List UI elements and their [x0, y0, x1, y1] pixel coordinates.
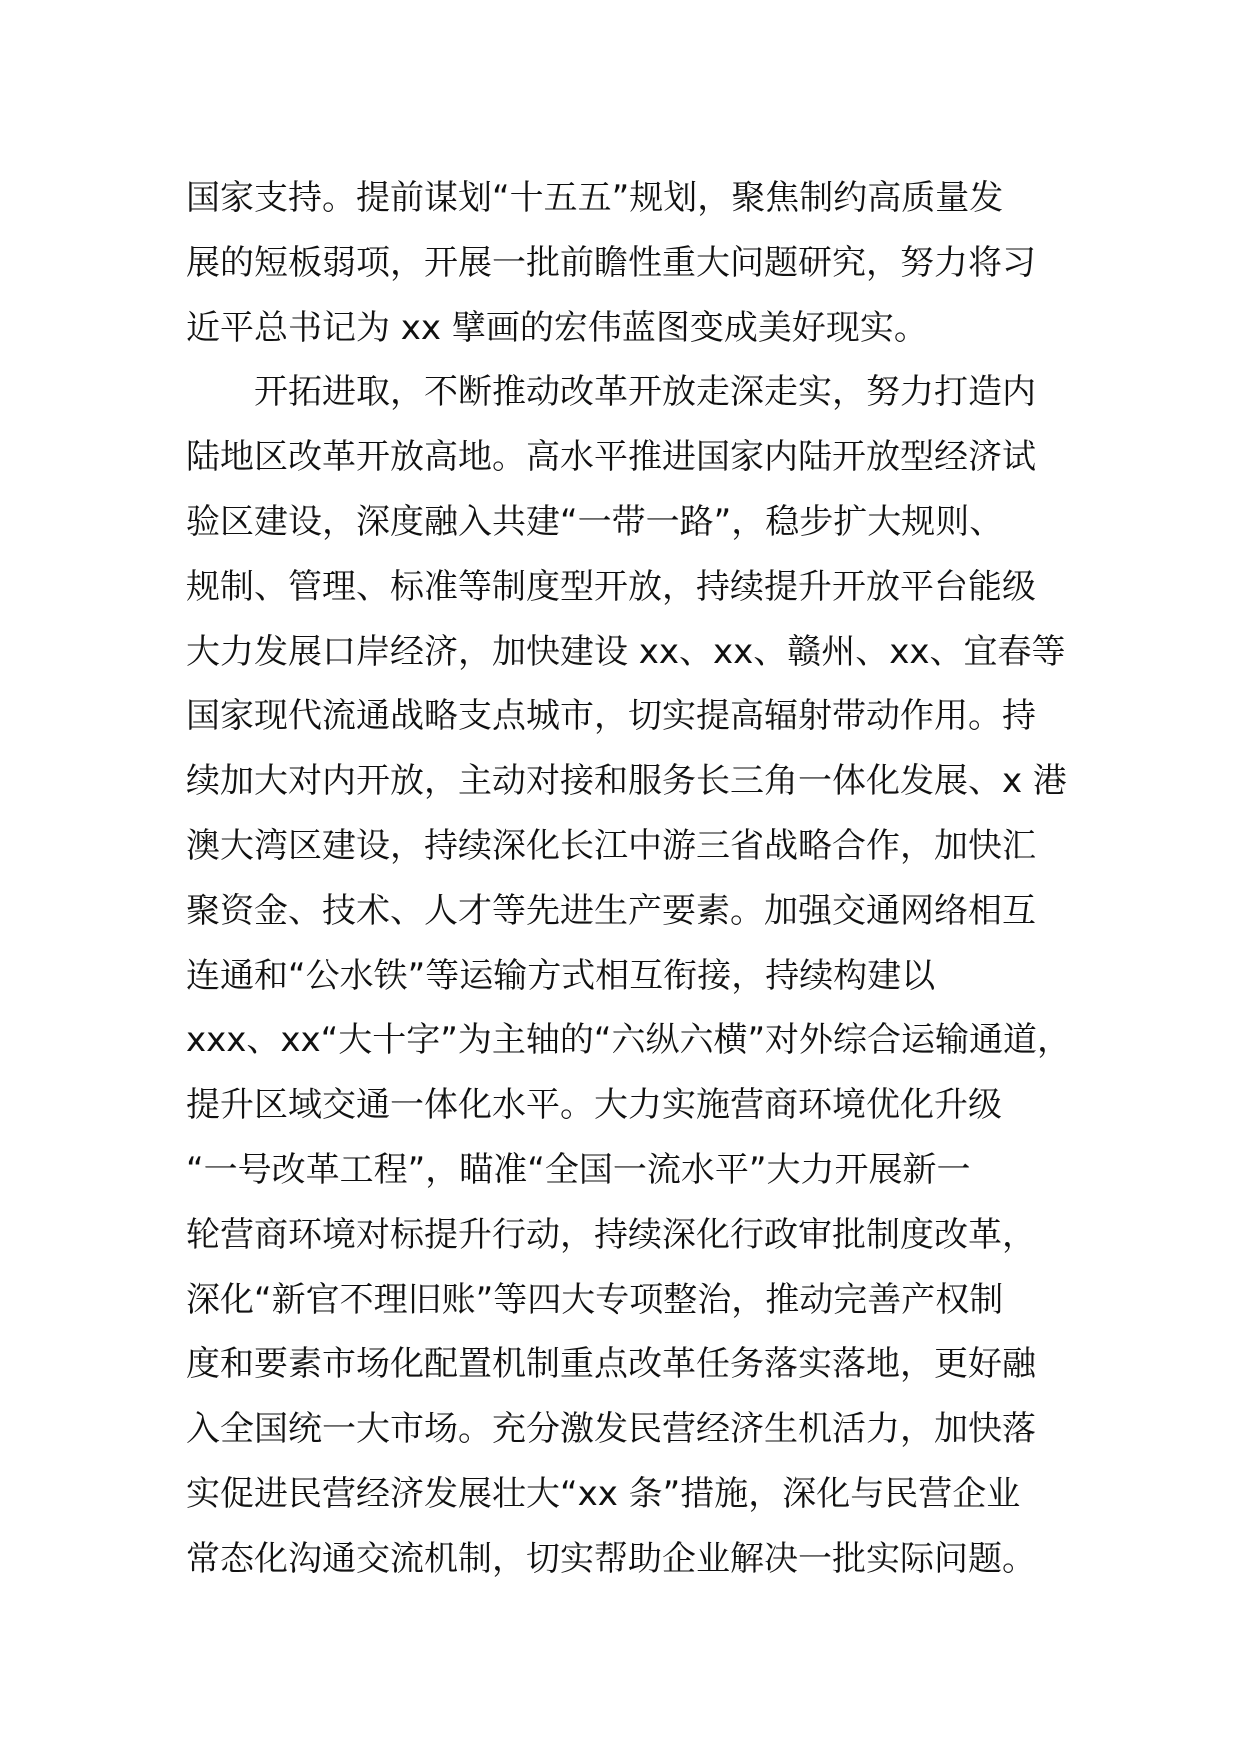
text-line: 深化“新官不理旧账”等四大专项整治，推动完善产权制	[186, 1279, 1004, 1320]
paragraph-first-line: 开拓进取，不断推动改革开放走深走实，努力打造内	[254, 372, 1036, 413]
text-line: “一号改革工程”，瞄准“全国一流水平”大力开展新一	[186, 1149, 971, 1190]
body-text	[186, 166, 1086, 1592]
text-line: 轮营商环境对标提升行动，持续深化行政审批制度改革，	[186, 1214, 1036, 1255]
text-line: 提升区域交通一体化水平。大力实施营商环境优化升级	[186, 1085, 1002, 1126]
text-line: 规制、管理、标准等制度型开放，持续提升开放平台能级	[186, 566, 1036, 607]
text-line: 近平总书记为 xx 擘画的宏伟蓝图变成美好现实。	[186, 307, 928, 348]
text-line: 续加大对内开放，主动对接和服务长三角一体化发展、x 港	[186, 761, 1067, 802]
text-line: 实促进民营经济发展壮大“xx 条”措施，深化与民营企业	[186, 1473, 1021, 1514]
text-line: 国家现代流通战略支点城市，切实提高辐射带动作用。持	[186, 696, 1036, 737]
text-line: 展的短板弱项，开展一批前瞻性重大问题研究，努力将习	[186, 242, 1036, 283]
text-line: 连通和“公水铁”等运输方式相互衔接，持续构建以	[186, 955, 936, 996]
text-line: 入全国统一大市场。充分激发民营经济生机活力，加快落	[186, 1409, 1036, 1450]
text-line: 度和要素市场化配置机制重点改革任务落实落地，更好融	[186, 1344, 1036, 1385]
text-line: 聚资金、技术、人才等先进生产要素。加强交通网络相互	[186, 890, 1036, 931]
text-line: 国家支持。提前谋划“十五五”规划，聚焦制约高质量发	[186, 178, 1004, 218]
text-line: 大力发展口岸经济，加快建设 xx、xx、赣州、xx、宜春等	[186, 631, 1066, 672]
text-line: 陆地区改革开放高地。高水平推进国家内陆开放型经济试	[186, 437, 1036, 478]
text-line: 澳大湾区建设，持续深化长江中游三省战略合作，加快汇	[186, 825, 1036, 866]
text-line: 常态化沟通交流机制，切实帮助企业解决一批实际问题。	[186, 1538, 1036, 1579]
text-line: xxx、xx“大十字”为主轴的“六纵六横”对外综合运输通道，	[186, 1020, 1072, 1061]
text-line: 验区建设，深度融入共建“一带一路”，稳步扩大规则、	[186, 501, 1004, 542]
